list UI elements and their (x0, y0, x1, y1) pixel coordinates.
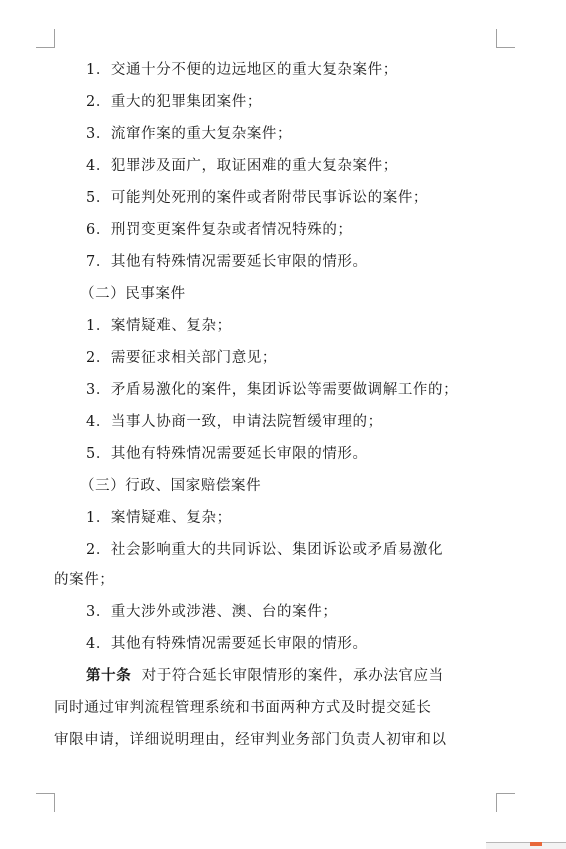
admin-item-2-continuation: 的案件； (54, 572, 115, 588)
criminal-item-3: 3．流窜作案的重大复杂案件； (86, 126, 293, 142)
article-10-line-3: 审限申请，详细说明理由，经审判业务部门负责人初审和以 (54, 732, 447, 748)
section-heading-administrative: （三）行政、国家赔偿案件 (80, 478, 262, 494)
civil-item-5: 5．其他有特殊情况需要延长审限的情形。 (86, 446, 368, 462)
criminal-item-4: 4．犯罪涉及面广，取证困难的重大复杂案件； (86, 158, 398, 174)
admin-item-1: 1．案情疑难、复杂； (86, 510, 232, 526)
civil-item-3: 3．矛盾易激化的案件，集团诉讼等需要做调解工作的； (86, 382, 459, 398)
crop-mark-bottom-left (36, 793, 55, 812)
page-edge-marker (486, 842, 566, 849)
admin-item-4: 4．其他有特殊情况需要延长审限的情形。 (86, 636, 368, 652)
criminal-item-6: 6．刑罚变更案件复杂或者情况特殊的； (86, 222, 353, 238)
criminal-item-2: 2．重大的犯罪集团案件； (86, 94, 262, 110)
article-10-first-line (86, 666, 504, 686)
crop-mark-top-left (36, 29, 55, 48)
article-10-line-2: 同时通过审判流程管理系统和书面两种方式及时提交延长 (54, 700, 432, 716)
article-heading: 第十条 (86, 667, 132, 684)
admin-item-2: 2．社会影响重大的共同诉讼、集团诉讼或矛盾易激化 (86, 542, 444, 558)
civil-item-2: 2．需要征求相关部门意见； (86, 350, 278, 366)
article-10-text-1: 对于符合延长审限情形的案件，承办法官应当 (141, 668, 444, 684)
section-heading-civil: （二）民事案件 (80, 286, 186, 302)
crop-mark-top-right (496, 29, 515, 48)
criminal-item-7: 7．其他有特殊情况需要延长审限的情形。 (86, 254, 368, 270)
civil-item-1: 1．案情疑难、复杂； (86, 318, 232, 334)
page-edge-tick (530, 842, 542, 846)
admin-item-3: 3．重大涉外或涉港、澳、台的案件； (86, 604, 338, 620)
civil-item-4: 4．当事人协商一致，申请法院暂缓审理的； (86, 414, 383, 430)
crop-mark-bottom-right (496, 793, 515, 812)
criminal-item-5: 5．可能判处死刑的案件或者附带民事诉讼的案件； (86, 190, 429, 206)
criminal-item-1: 1．交通十分不便的边远地区的重大复杂案件； (86, 62, 398, 78)
